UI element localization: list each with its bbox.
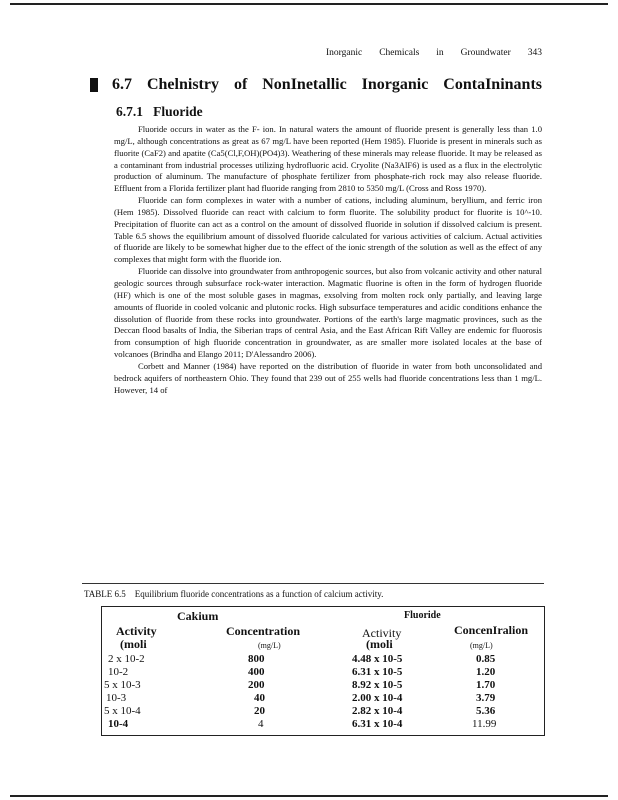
data-table (101, 606, 545, 736)
section-heading (90, 76, 542, 94)
column-unit: (moli (120, 637, 147, 651)
table-cell: 20 (254, 705, 265, 717)
column-header: ConcenIralion (454, 623, 529, 637)
table-cell: 40 (254, 692, 265, 704)
table-cell: 11.99 (472, 718, 497, 730)
running-head-word: Inorganic (326, 48, 363, 58)
table-cell: 3.79 (476, 692, 496, 704)
bottom-rule (10, 795, 608, 797)
column-header: Activity (116, 624, 157, 638)
group-header-fluoride: Fluoride (404, 610, 441, 621)
table-cell: 5.36 (476, 705, 496, 717)
running-head-word: in (436, 48, 444, 58)
paragraph: Fluoride can form complexes in water with a number of cations, including aluminum, beryllium, and ferric iron (Hem 1985). Dissolved fluoride can react with calcium to form fluorite. The solubility product for fluorite is 10^-10. Precipitation of fluorite can act as a control on the amount of dissolved fluoride in solution if dissolved calcium is present. Table 6.5 shows the equilibrium amount of dissolved fluoride calculated for various activities of calcium. Actual activities of fluoride are likely to be somewhat higher due to the effect of the ionic strength of the solution as well as the effect of any complexes that might form with the fluoride ion. (114, 195, 542, 265)
section-number: 6.7 (112, 76, 132, 93)
table-top-rule (82, 583, 544, 584)
section-marker-icon (90, 78, 98, 92)
paragraph: Fluoride occurs in water as the F- ion. In natural waters the amount of fluoride present is generally less than 1.0 mg/L, although concentrations as great as 67 mg/L have been reported (Hem 1985). Fluoride is present in minerals such as fluorite (CaF2) and apatite (Ca5(Cl,F,OH)(PO4)3). Weathering of these minerals may release fluoride. It may be released as a contaminant from industrial processes utilizing hydrofluoric acid. Cryolite (Na3AlF6) is used as a flux in the electrolytic production of aluminum. The manufacture of phosphate fertilizer from phosphate-rich rock may also release fluoride. Effluent from a Florida fertilizer plant had fluoride ranging from 2810 to 5350 mg/L (Cross and Ross 1970). (114, 124, 542, 194)
table-cell: 4.48 x 10-5 (352, 653, 403, 665)
table-cell: 6.31 x 10-5 (352, 666, 403, 678)
section-title-word: Chelnistry (146, 76, 219, 93)
subsection-number: 6.7.1 (116, 104, 143, 119)
top-rule (10, 3, 608, 5)
table-cell: 5 x 10-3 (104, 679, 141, 691)
table-cell: 10-2 (108, 666, 129, 678)
column-header: Concentration (226, 624, 300, 638)
running-head (326, 48, 542, 58)
body-text (114, 124, 542, 396)
table-cell: 8.92 x 10-5 (352, 679, 403, 691)
section-title-word: of (233, 76, 248, 93)
subsection-heading (116, 104, 203, 120)
paragraph: Fluoride can dissolve into groundwater from anthropogenic sources, but also from volcanic activity and other natural geologic sources through subsurface rock-water interaction. Magmatic fluorine is often in the form of hydrogen fluoride (HF) which is one of the most soluble gases in magmas, exsolving from molten rock only partially, and leaving large amounts of fluoride in cooled volcanic and plutonic rocks. High subsurface temperatures and acidic conditions enhance the dissolution of fluoride from these rocks into groundwater. Portions of the earth's large magmatic provinces, such as the Deccan flood basalts of India, the Siberian traps of central Asia, and the East African Rift Valley are endemic for fluorosis from consumption of high fluoride concentration in groundwater, as are smaller more isolated locales at the base of volcanoes (Brindha and Elango 2011; D'Alessandro 2006). (114, 266, 542, 360)
table-caption-text: Equilibrium fluoride concentrations as a function of calcium activity. (134, 589, 384, 599)
table-cell: 4 (258, 718, 264, 730)
table-cell: 2.00 x 10-4 (352, 692, 403, 704)
column-unit: (mg/L) (258, 641, 281, 650)
group-header-calcium: Cakium (177, 609, 219, 623)
column-unit: (moli (366, 637, 393, 651)
column-header: Activity (362, 626, 402, 640)
page-number: 343 (527, 48, 542, 58)
table-cell: 2 x 10-2 (108, 653, 145, 665)
table-cell: 0.85 (476, 653, 496, 665)
subsection-title: Fluoride (153, 104, 203, 119)
table-label: TABLE 6.5 (84, 589, 126, 599)
table-cell: 6.31 x 10-4 (352, 718, 403, 730)
table-cell: 200 (248, 679, 265, 691)
section-title-word: ContaIninants (443, 76, 542, 93)
table-cell: 1.70 (476, 679, 496, 691)
table-cell: 5 x 10-4 (104, 705, 141, 717)
paragraph: Corbett and Manner (1984) have reported on the distribution of fluoride in water from both unconsolidated and bedrock aquifers of northeastern Ohio. They found that 239 out of 255 wells had fluoride concentrations less than 1 mg/L. However, 14 of (114, 360, 542, 395)
table-cell: 2.82 x 10-4 (352, 705, 403, 717)
table-cell: 1.20 (476, 666, 496, 678)
table-cell: 10-4 (108, 718, 129, 730)
table-caption (84, 589, 544, 599)
column-unit: (mg/L) (470, 641, 493, 650)
table-cell: 800 (248, 653, 265, 665)
running-head-word: Chemicals (379, 48, 420, 58)
table-cell: 400 (248, 666, 265, 678)
section-title-word: NonInetallic (262, 76, 347, 93)
table-cell: 10-3 (106, 692, 127, 704)
section-title-word: Inorganic (361, 76, 429, 93)
running-head-word: Groundwater (460, 48, 511, 58)
